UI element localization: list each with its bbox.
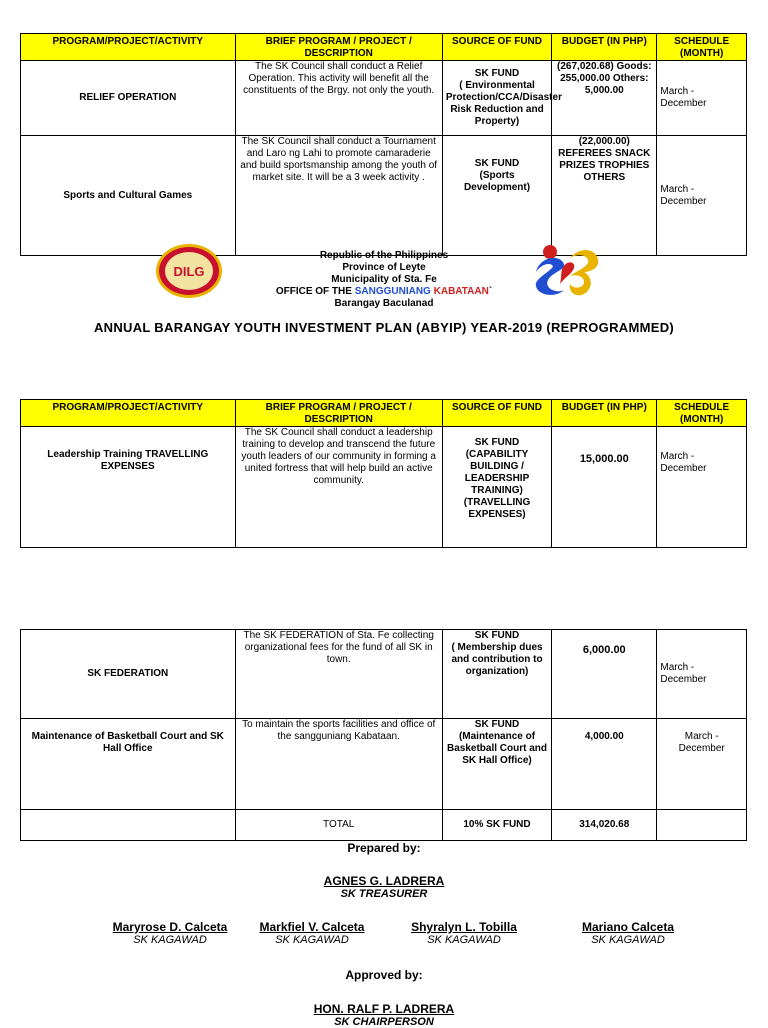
total-source: 10% SK FUND (442, 810, 551, 841)
description-cell: The SK Council shall conduct a leadership training to develop and transcend the future youth leaders of our community in forming a united fortress that will help build an active community. (235, 427, 442, 548)
col-header-schedule: SCHEDULE (MONTH) (657, 400, 747, 427)
budget-cell: 15,000.00 (552, 427, 657, 548)
total-row (21, 810, 747, 841)
kagawad-name: Mariano Calceta (581, 920, 675, 934)
source-title: SK FUND (474, 630, 520, 641)
treasurer-role: SK TREASURER (340, 888, 428, 900)
budget-table-1 (20, 33, 747, 256)
col-header-budget: BUDGET (IN PHP) (552, 400, 657, 427)
col-header-description: BRIEF PROGRAM / PROJECT / DESCRIPTION (235, 34, 442, 61)
letterhead-office (0, 286, 768, 298)
table-row (21, 630, 747, 719)
office-sk-word-2: KABATAAN (433, 286, 489, 297)
schedule-cell: March - December (657, 427, 747, 548)
total-label: TOTAL (235, 810, 442, 841)
source-cell (442, 61, 562, 136)
kagawad-signature-block (538, 920, 718, 946)
letterhead-line-2: Province of Leyte (342, 262, 426, 273)
kagawad-role: SK KAGAWAD (275, 934, 349, 946)
source-cell (442, 719, 551, 810)
kagawad-name: Shyralyn L. Tobilla (411, 920, 517, 934)
program-cell: RELIEF OPERATION (21, 61, 236, 136)
description-cell: The SK Council shall conduct a Relief Operation. This activity will benefit all the constituents of the Brgy. not only the youth. (235, 61, 442, 136)
total-schedule-empty (657, 810, 747, 841)
source-detail: ( Membership dues and contribution to organization) (451, 642, 543, 677)
col-header-source: SOURCE OF FUND (442, 400, 551, 427)
document-title: ANNUAL BARANGAY YOUTH INVESTMENT PLAN (ABYIP) YEAR-2019 (REPROGRAMMED) (93, 320, 675, 335)
schedule-cell: March - December (657, 136, 747, 256)
source-title: SK FUND (474, 158, 520, 169)
budget-table-3 (20, 629, 747, 841)
budget-table-2 (20, 399, 747, 548)
description-cell: The SK FEDERATION of Sta. Fe collecting organizational fees for the fund of all SK in town. (235, 630, 442, 719)
sk-logo-icon (530, 238, 602, 300)
kagawad-role: SK KAGAWAD (427, 934, 501, 946)
program-cell: SK FEDERATION (21, 630, 236, 719)
treasurer-signature-block (284, 874, 484, 900)
budget-cell: 6,000.00 (552, 630, 657, 719)
treasurer-name: AGNES G. LADRERA (323, 874, 445, 888)
program-cell: Leadership Training TRAVELLING EXPENSES (21, 427, 236, 548)
schedule-cell: March - December (657, 61, 747, 136)
col-header-program: PROGRAM/PROJECT/ACTIVITY (21, 400, 236, 427)
source-cell (442, 630, 551, 719)
table-header-row (21, 34, 747, 61)
program-cell: Sports and Cultural Games (21, 136, 236, 256)
table-row (21, 427, 747, 548)
prepared-by-label: Prepared by: (347, 841, 421, 855)
budget-cell: 4,000.00 (552, 719, 657, 810)
col-header-budget: BUDGET (IN PHP) (552, 34, 657, 61)
col-header-description: BRIEF PROGRAM / PROJECT / DESCRIPTION (235, 400, 442, 427)
source-detail: ( Environmental Protection/CCA/Disaster Risk Reduction and Property) (445, 80, 562, 127)
seal-text: DILG (173, 264, 205, 279)
source-detail: (CAPABILITY BUILDING / LEADERSHIP TRAINING) (TRAVELLING EXPENSES) (463, 449, 531, 520)
source-detail: (Sports Development) (463, 170, 531, 193)
office-sk-word-1: SANGGUNIANG (354, 286, 431, 297)
approved-by-label: Approved by: (345, 968, 423, 982)
budget-cell: (22,000.00) REFEREES SNACK PRIZES TROPHIES OTHERS (552, 136, 657, 256)
schedule-cell: March - December (657, 719, 747, 810)
description-cell: The SK Council shall conduct a Tournament and Laro ng Lahi to promote camaraderie and build sportsmanship among the youth of market site. It will be a 3 week activity . (235, 136, 442, 256)
col-header-program: PROGRAM/PROJECT/ACTIVITY (21, 34, 236, 61)
table-row (21, 136, 747, 256)
description-cell: To maintain the sports facilities and office of the sangguniang Kabataan. (235, 719, 442, 810)
source-title: SK FUND (474, 437, 520, 448)
budget-cell: (267,020.68) Goods: 255,000.00 Others: 5,000.00 (552, 61, 657, 136)
letterhead-line-5: Barangay Baculanad (334, 298, 434, 309)
source-title: SK FUND (474, 719, 520, 730)
total-amount: 314,020.68 (552, 810, 657, 841)
office-suffix: ` (488, 286, 493, 297)
total-empty-cell (21, 810, 236, 841)
program-cell: Maintenance of Basketball Court and SK Hall Office (21, 719, 236, 810)
letterhead (0, 250, 768, 310)
chairperson-name: HON. RALF P. LADRERA (313, 1002, 455, 1016)
col-header-source: SOURCE OF FUND (442, 34, 551, 61)
chairperson-role: SK CHAIRPERSON (334, 1016, 434, 1028)
kagawad-name: Maryrose D. Calceta (112, 920, 228, 934)
source-detail: (Maintenance of Basketball Court and SK Hall Office) (446, 731, 548, 766)
col-header-schedule: SCHEDULE (MONTH) (657, 34, 747, 61)
letterhead-line-1: Republic of the Philippines (319, 250, 449, 261)
kagawad-role: SK KAGAWAD (591, 934, 665, 946)
source-cell (442, 427, 551, 548)
kagawad-name: Markfiel V. Calceta (259, 920, 365, 934)
table-row (21, 61, 747, 136)
office-prefix: OFFICE OF THE (275, 286, 352, 297)
source-title: SK FUND (474, 68, 520, 79)
chairperson-signature-block (264, 1002, 504, 1028)
table-header-row (21, 400, 747, 427)
letterhead-line-3: Municipality of Sta. Fe (331, 274, 437, 285)
table-row (21, 719, 747, 810)
kagawad-role: SK KAGAWAD (133, 934, 207, 946)
kagawad-signature-block (374, 920, 554, 946)
schedule-cell: March - December (657, 630, 747, 719)
